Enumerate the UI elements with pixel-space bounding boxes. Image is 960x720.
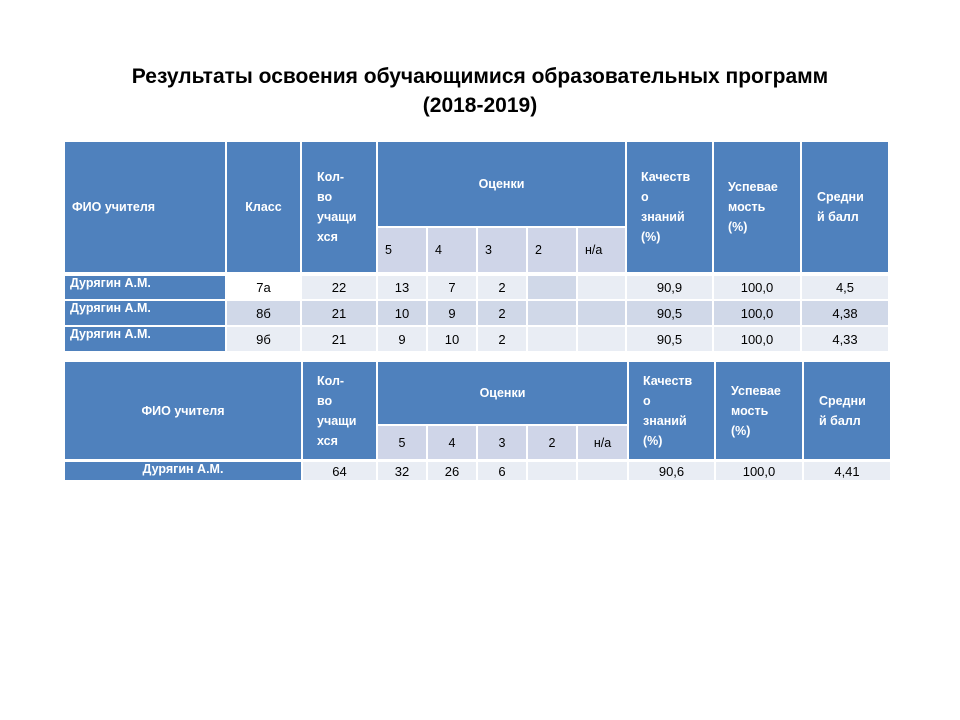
header-count-line: во [317, 393, 333, 408]
header-grades: Оценки [378, 142, 625, 226]
row-teacher: Дурягин А.М. [65, 276, 225, 299]
header-quality [629, 362, 714, 459]
header-quality-line: (%) [643, 433, 663, 448]
row-quality: 90,9 [627, 276, 712, 299]
row-quality: 90,6 [629, 462, 714, 480]
header-quality-line: Качеств [643, 373, 693, 388]
header-quality [627, 142, 712, 272]
header-teacher: ФИО учителя [65, 142, 225, 272]
row-grade-2 [528, 327, 576, 351]
row-grade-5: 13 [378, 276, 426, 299]
grade-col-5: 5 [378, 426, 426, 459]
row-grade-na [578, 301, 625, 325]
grade-col-5: 5 [378, 228, 426, 272]
header-progress [716, 362, 802, 459]
row-progress: 100,0 [714, 327, 800, 351]
header-count-line: Кол- [317, 170, 345, 184]
header-count-line: Кол- [317, 373, 345, 388]
header-quality-line: знаний [641, 210, 685, 224]
header-count-line: хся [317, 433, 338, 448]
row-grade-na [578, 462, 627, 480]
header-student-count [302, 142, 376, 272]
header-progress-line: (%) [731, 423, 751, 438]
row-teacher: Дурягин А.М. [65, 327, 225, 351]
grade-col-na: н/а [578, 228, 625, 272]
header-quality-line: знаний [643, 413, 687, 428]
header-class: Класс [227, 142, 300, 272]
header-student-count [303, 362, 376, 459]
row-class: 9б [227, 327, 300, 351]
header-count-line: во [317, 190, 333, 204]
page-title [0, 62, 960, 120]
header-progress-line: Успевае [728, 180, 778, 194]
row-count: 21 [302, 301, 376, 325]
row-grade-4: 10 [428, 327, 476, 351]
row-grade-2 [528, 462, 576, 480]
header-teacher: ФИО учителя [65, 362, 301, 459]
row-count: 64 [303, 462, 376, 480]
header-quality-line: о [641, 190, 649, 204]
grade-col-na: н/а [578, 426, 627, 459]
row-class: 7а [227, 276, 300, 299]
header-average-line: Средни [817, 190, 864, 204]
header-progress-line: (%) [728, 220, 748, 234]
row-teacher: Дурягин А.М. [65, 462, 301, 480]
header-progress-line: мость [728, 200, 766, 214]
row-grade-2 [528, 276, 576, 299]
header-grades: Оценки [378, 362, 627, 424]
header-average [804, 362, 890, 459]
row-grade-4: 26 [428, 462, 476, 480]
row-grade-na [578, 327, 625, 351]
row-quality: 90,5 [627, 301, 712, 325]
grade-col-2: 2 [528, 426, 576, 459]
header-quality-line: о [643, 393, 651, 408]
row-grade-na [578, 276, 625, 299]
row-average: 4,33 [802, 327, 888, 351]
row-average: 4,38 [802, 301, 888, 325]
row-grade-5: 9 [378, 327, 426, 351]
row-class: 8б [227, 301, 300, 325]
row-progress: 100,0 [714, 301, 800, 325]
header-average-line: й балл [817, 210, 859, 224]
title-line-2: (2018-2019) [422, 94, 538, 117]
row-progress: 100,0 [714, 276, 800, 299]
row-grade-5: 32 [378, 462, 426, 480]
row-grade-5: 10 [378, 301, 426, 325]
header-count-line: хся [317, 230, 338, 244]
row-grade-2 [528, 301, 576, 325]
header-quality-line: Качеств [641, 170, 691, 184]
header-average [802, 142, 888, 272]
header-count-line: учащи [317, 210, 357, 224]
row-progress: 100,0 [716, 462, 802, 480]
header-progress [714, 142, 800, 272]
row-grade-3: 2 [478, 327, 526, 351]
grade-col-3: 3 [478, 228, 526, 272]
header-count-line: учащи [317, 413, 357, 428]
header-progress-line: Успевае [731, 383, 781, 398]
title-line-1: Результаты освоения обучающимися образовательных программ [131, 65, 829, 88]
row-grade-3: 2 [478, 301, 526, 325]
grade-col-2: 2 [528, 228, 576, 272]
grade-col-3: 3 [478, 426, 526, 459]
row-grade-3: 2 [478, 276, 526, 299]
row-average: 4,5 [802, 276, 888, 299]
grade-col-4: 4 [428, 228, 476, 272]
header-quality-line: (%) [641, 230, 661, 244]
header-average-line: й балл [819, 413, 861, 428]
row-quality: 90,5 [627, 327, 712, 351]
grade-col-4: 4 [428, 426, 476, 459]
row-grade-4: 7 [428, 276, 476, 299]
row-grade-3: 6 [478, 462, 526, 480]
header-progress-line: мость [731, 403, 769, 418]
row-count: 21 [302, 327, 376, 351]
row-count: 22 [302, 276, 376, 299]
row-teacher: Дурягин А.М. [65, 301, 225, 325]
row-average: 4,41 [804, 462, 890, 480]
header-average-line: Средни [819, 393, 866, 408]
row-grade-4: 9 [428, 301, 476, 325]
